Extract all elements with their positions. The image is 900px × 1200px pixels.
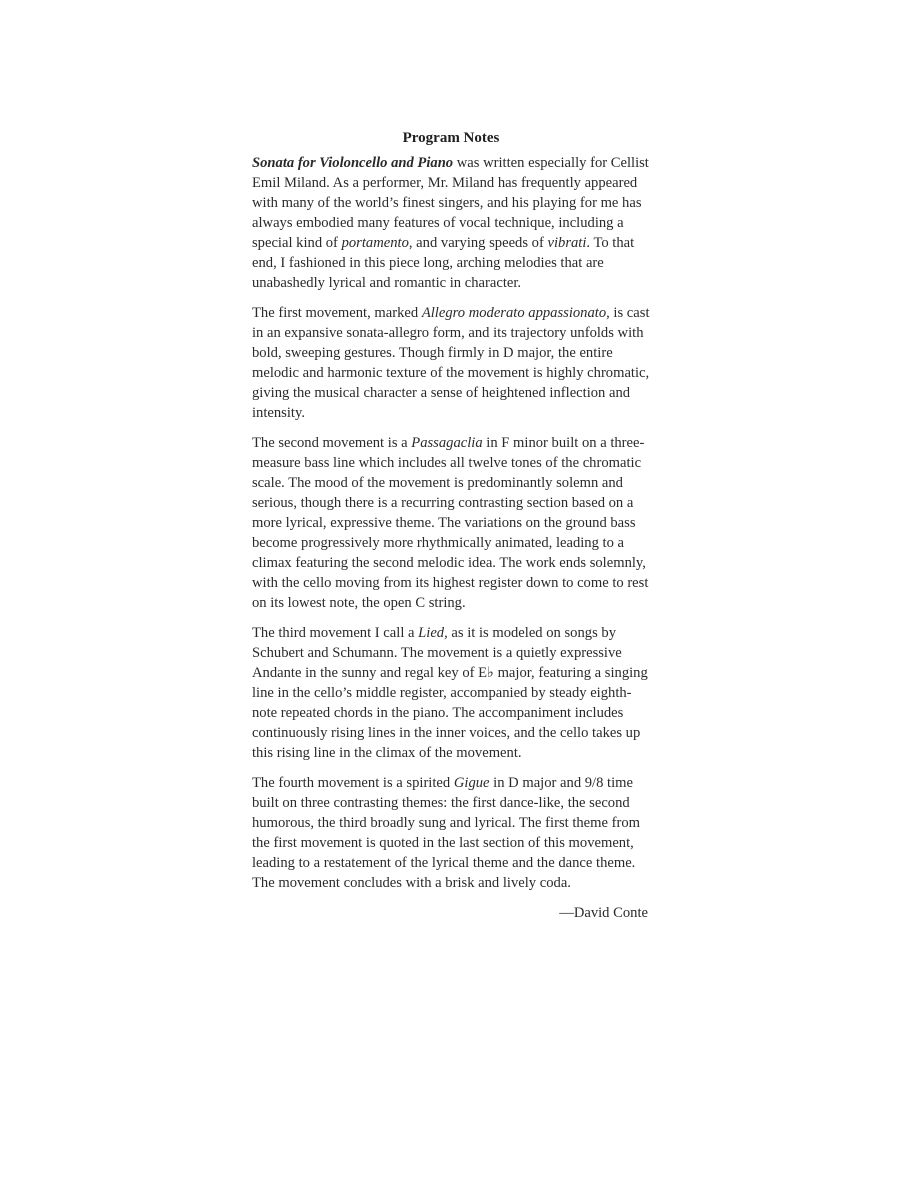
paragraph-fourth-movement (252, 773, 650, 893)
work-title: Sonata for Violoncello and Piano (252, 155, 454, 171)
form-gigue: Gigue (453, 775, 490, 791)
text-run: in F minor built on a three-measure bass line which includes all twelve tones of the chromatic scale. The mood of the movement is predominantly solemn and serious, though there is a recurring contrasting section based on a more lyrical, expressive theme. The variations on the ground bass become progressively more rhythmically animated, leading to a climax featuring the second melodic idea. The work ends solemnly, with the cello moving from its highest register down to come to rest on its lowest note, the open C string. (252, 435, 649, 611)
page-title: Program Notes (402, 130, 500, 146)
text-run: , is cast in an expansive sonata-allegro form, and its trajectory unfolds with bold, sweeping gestures. Though firmly in D major, the entire melodic and harmonic texture of the movement is highly chromatic, giving the musical character a sense of heightened inflection and intensity. (252, 305, 650, 421)
tempo-marking: Allegro moderato appassionato (421, 305, 607, 321)
form-lied: Lied (418, 625, 445, 641)
paragraph-first-movement (252, 303, 650, 423)
term-vibrati: vibrati (547, 235, 587, 251)
text-run: in D major and 9/8 time built on three contrasting themes: the first dance-like, the second humorous, the third broadly sung and lyrical. The first theme from the first movement is quoted in the last section of this movement, leading to a restatement of the lyrical theme and the dance theme. The movement concludes with a brisk and lively coda. (252, 775, 641, 891)
paragraph-third-movement (252, 623, 650, 763)
paragraph-intro (252, 153, 650, 293)
text-run: was written especially for Cellist Emil Miland. As a performer, Mr. Miland has frequently appeared with many of the world’s finest singers, and his playing for me has always embodied many features of vocal technique, including a special kind of (252, 155, 649, 251)
text-run: The fourth movement is a spirited (252, 775, 454, 791)
author-signature: —David Conte (559, 905, 648, 921)
text-run: . To that end, I fashioned in this piece long, arching melodies that are unabashedly lyrical and romantic in character. (252, 235, 635, 291)
text-run: , as it is modeled on songs by Schubert and Schumann. The movement is a quietly expressive Andante in the sunny and regal key of E♭ major, featuring a singing line in the cello’s middle register, accompanied by steady eighth-note repeated chords in the piano. The accompaniment includes continuously rising lines in the inner voices, and the cello takes up this rising line in the climax of the movement. (252, 625, 648, 761)
program-notes-column (252, 128, 650, 923)
form-passagaclia: Passagaclia (411, 435, 483, 451)
text-run: , and varying speeds of (408, 235, 548, 251)
term-portamento: portamento (341, 235, 409, 251)
paragraph-second-movement (252, 433, 650, 613)
text-run: The third movement I call a (252, 625, 419, 641)
text-run: The second movement is a (252, 435, 412, 451)
text-run: The first movement, marked (252, 305, 422, 321)
